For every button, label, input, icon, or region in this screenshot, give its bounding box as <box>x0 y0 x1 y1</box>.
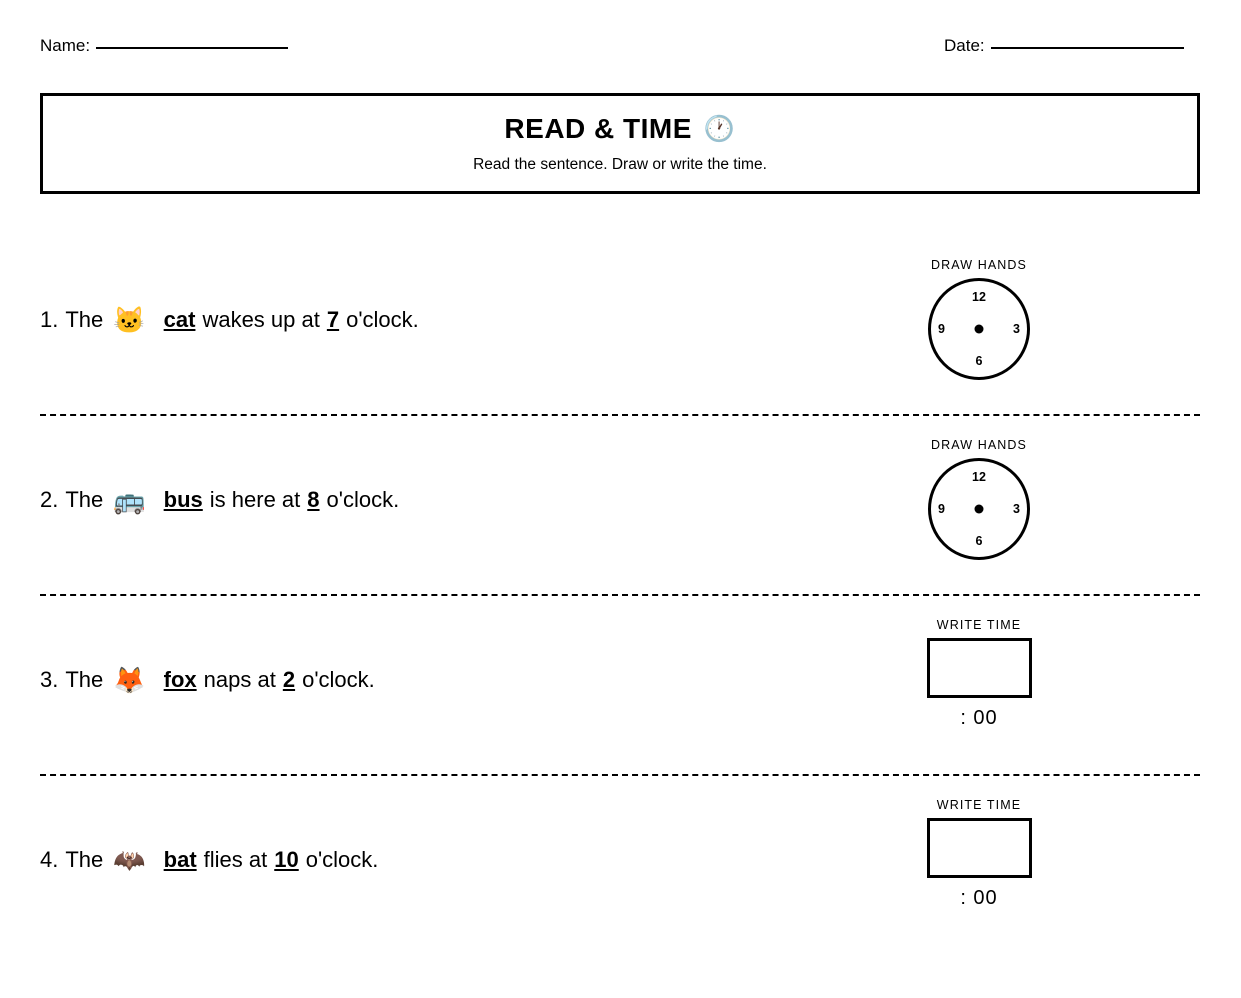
sentence-hour: 8 <box>307 487 320 512</box>
date-field <box>944 36 1184 56</box>
sentence-lead: The <box>65 667 104 692</box>
fox-face-emoji: 🦊 <box>113 664 146 695</box>
clock-mark-3: 3 <box>1013 501 1020 516</box>
answer-instruction-label: WRITE TIME <box>936 798 1022 812</box>
sentence-middle: naps at <box>203 667 276 692</box>
clock-face[interactable] <box>928 278 1030 380</box>
answer-area <box>899 438 1059 560</box>
sentence-tail: o'clock. <box>305 847 379 872</box>
answer-instruction-label: WRITE TIME <box>936 618 1022 632</box>
problem-sentence <box>40 306 419 334</box>
clock-mark-6: 6 <box>975 353 983 368</box>
problem-row-content <box>40 596 1200 776</box>
clock-mark-3: 3 <box>1013 321 1020 336</box>
problem-sentence <box>40 666 375 694</box>
sentence-lead: The <box>65 847 104 872</box>
problem-row-content <box>40 776 1200 956</box>
clock-mark-12: 12 <box>972 290 986 304</box>
problem-number: 4. <box>40 847 59 872</box>
problem-row <box>0 236 1241 416</box>
sentence-hour: 2 <box>282 667 296 692</box>
problem-row <box>0 776 1241 956</box>
problem-list <box>0 236 1241 956</box>
answer-area <box>899 258 1059 380</box>
write-time-box[interactable] <box>927 818 1032 878</box>
sentence-tail: o'clock. <box>302 667 375 692</box>
problem-sentence <box>40 486 399 514</box>
sentence-lead: The <box>65 487 104 512</box>
sentence-middle: flies at <box>203 847 268 872</box>
sentence-tail: o'clock. <box>326 487 400 512</box>
problem-row-content <box>40 416 1200 596</box>
problem-number: 3. <box>40 667 59 692</box>
name-write-line[interactable] <box>96 47 288 49</box>
date-label: Date: <box>944 36 985 55</box>
sentence-tail: o'clock. <box>346 307 419 332</box>
clock-mark-9: 9 <box>938 501 945 516</box>
date-write-line[interactable] <box>991 47 1184 49</box>
worksheet-subtitle: Read the sentence. Draw or write the time. <box>473 155 767 173</box>
clock-icon: 🕐 <box>703 115 736 143</box>
answer-instruction-label: DRAW HANDS <box>931 258 1027 272</box>
clock-mark-9: 9 <box>938 321 945 336</box>
sentence-keyword: fox <box>163 667 197 692</box>
name-field <box>40 36 288 56</box>
problem-row-content <box>40 236 1200 416</box>
clock-center-dot <box>975 325 984 334</box>
problem-number: 1. <box>40 307 59 332</box>
answer-area <box>899 798 1059 910</box>
sentence-lead: The <box>65 307 104 332</box>
write-time-box[interactable] <box>927 638 1032 698</box>
name-label: Name: <box>40 36 91 55</box>
cat-face-emoji: 🐱 <box>113 304 146 335</box>
sentence-middle: wakes up at <box>202 307 320 332</box>
bat-emoji: 🦇 <box>113 844 146 875</box>
problem-sentence <box>40 846 378 874</box>
sentence-keyword: cat <box>163 307 196 332</box>
worksheet-title-text: READ & TIME <box>504 113 692 145</box>
clock-mark-6: 6 <box>975 533 983 548</box>
clock-mark-12: 12 <box>972 470 986 484</box>
clock-center-dot <box>975 505 984 514</box>
sentence-hour: 10 <box>274 847 299 872</box>
sentence-keyword: bus <box>163 487 203 512</box>
minutes-suffix: : 00 <box>960 707 998 729</box>
minutes-suffix: : 00 <box>960 887 998 909</box>
sentence-keyword: bat <box>163 847 197 872</box>
bus-emoji: 🚌 <box>113 484 146 515</box>
worksheet-title <box>504 113 735 145</box>
problem-row <box>0 596 1241 776</box>
answer-area <box>899 618 1059 730</box>
problem-row <box>0 416 1241 596</box>
worksheet-header-banner <box>40 93 1200 194</box>
student-info-row <box>40 36 1201 66</box>
clock-face[interactable] <box>928 458 1030 560</box>
answer-instruction-label: DRAW HANDS <box>931 438 1027 452</box>
sentence-hour: 7 <box>326 307 340 332</box>
problem-number: 2. <box>40 487 59 512</box>
sentence-middle: is here at <box>209 487 301 512</box>
